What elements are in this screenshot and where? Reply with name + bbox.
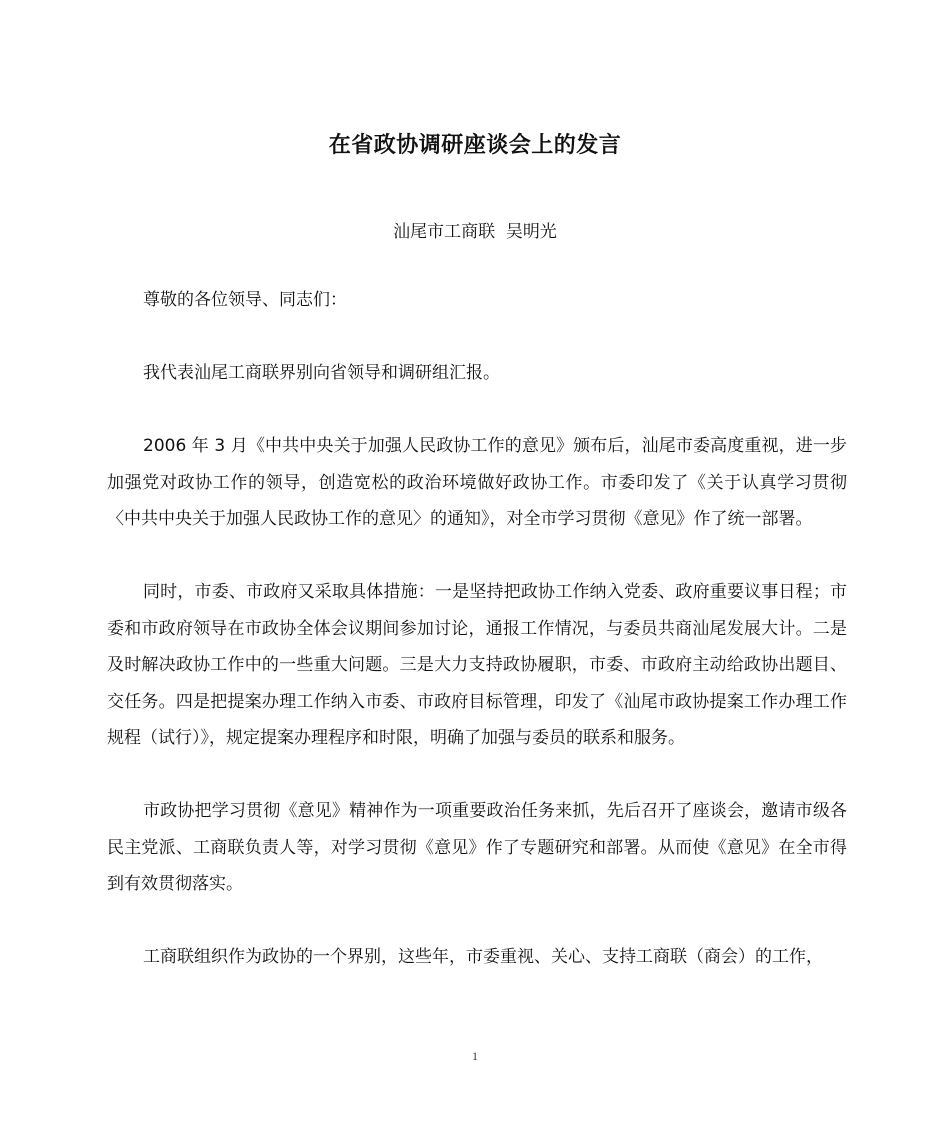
page-number: 1 [472, 1049, 478, 1063]
paragraph-federation: 工商联组织作为政协的一个界别，这些年，市委重视、关心、支持工商联（商会）的工作， [143, 947, 823, 967]
document-title: 在省政协调研座谈会上的发言 [328, 133, 622, 158]
paragraph-salutation: 尊敬的各位领导、同志们： [143, 290, 347, 310]
paragraph-measures: 同时，市委、市政府又采取具体措施：一是坚持把政协工作纳入党委、政府重要议事日程；市委和市政府领导在市政协全体会议期间参加讨论，通报工作情况，与委员共商汕尾发展大计。二是及时解决政协工作中的一些重大问题。三是大力支持政协履职，市委、市政府主动给政协出题目、交任务。四是把提案办理工作纳入市委、市政府目标管理，印发了《汕尾市政协提案工作办理工作规程（试行）》，规定提案办理程序和时限，明确了加强与委员的联系和服务。 [107, 582, 847, 748]
paragraph-intro: 我代表汕尾工商联界别向省领导和调研组汇报。 [143, 363, 500, 383]
paragraph-cppcc-study: 市政协把学习贯彻《意见》精神作为一项重要政治任务来抓，先后召开了座谈会，邀请市级各民主党派、工商联负责人等，对学习贯彻《意见》作了专题研究和部署。从而使《意见》在全市得到有效贯彻落实。 [107, 801, 847, 894]
document-body [107, 282, 847, 1012]
document-author: 汕尾市工商联 吴明光 [393, 222, 557, 242]
paragraph-2006-opinion: 2006 年 3 月《中共中央关于加强人民政协工作的意见》颁布后，汕尾市委高度重视，进一步加强党对政协工作的领导，创造宽松的政治环境做好政协工作。市委印发了《关于认真学习贯彻〈中共中央关于加强人民政协工作的意见〉的通知》，对全市学习贯彻《意见》作了统一部署。 [107, 436, 847, 529]
